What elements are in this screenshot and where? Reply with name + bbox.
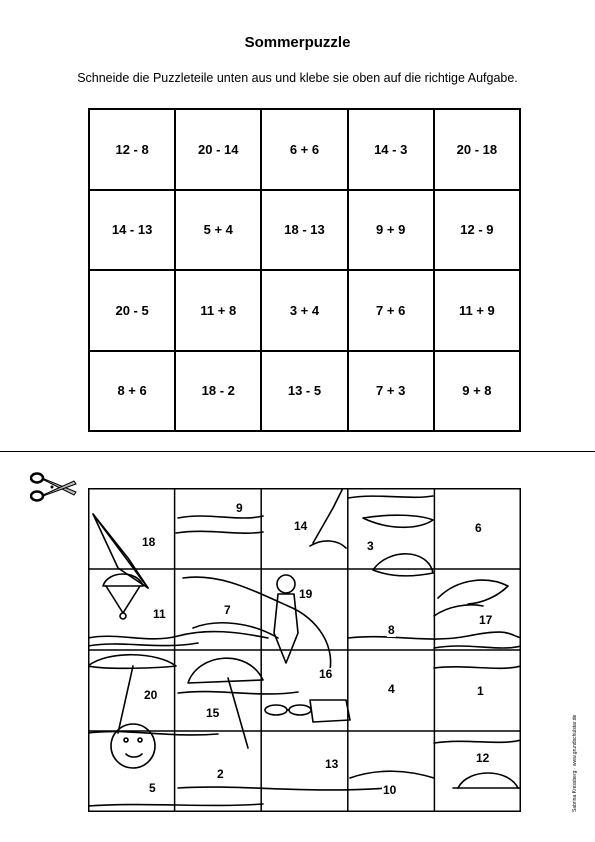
puzzle-number: 11 [153,607,166,621]
task-cell[interactable]: 11 + 8 [175,270,261,351]
task-cell[interactable]: 9 + 9 [348,190,434,271]
scissors-icon [30,470,78,504]
puzzle-number: 5 [149,781,156,795]
task-cell[interactable]: 18 - 2 [175,351,261,432]
puzzle-number: 13 [325,757,339,771]
task-cell[interactable]: 20 - 14 [175,109,261,190]
task-cell[interactable]: 14 - 13 [89,190,175,271]
puzzle-number: 8 [388,623,395,637]
task-cell[interactable]: 18 - 13 [261,190,347,271]
task-cell[interactable]: 20 - 18 [434,109,520,190]
puzzle-number: 7 [224,603,231,617]
task-cell[interactable]: 8 + 6 [89,351,175,432]
task-cell[interactable]: 12 - 9 [434,190,520,271]
page-title: Sommerpuzzle [244,34,351,51]
puzzle-number: 20 [144,688,158,702]
puzzle-number: 14 [294,519,308,533]
task-cell[interactable]: 12 - 8 [89,109,175,190]
puzzle-number: 1 [477,684,484,698]
puzzle-number: 4 [388,682,395,696]
task-cell[interactable]: 3 + 4 [261,270,347,351]
puzzle-number: 3 [367,539,374,553]
puzzle-number: 12 [476,751,490,765]
puzzle-number: 18 [142,535,156,549]
instruction-text: Schneide die Puzzleteile unten aus und klebe sie oben auf die richtige Aufgabe. [77,71,518,85]
puzzle-number: 16 [319,667,333,681]
task-cell[interactable]: 9 + 8 [434,351,520,432]
credit-text: Sabrina Kressberg · www.grundschulstar.de [572,714,578,812]
task-cell[interactable]: 7 + 3 [348,351,434,432]
task-cell[interactable]: 6 + 6 [261,109,347,190]
puzzle-number: 10 [383,783,397,797]
puzzle-number: 2 [217,767,224,781]
puzzle-number: 6 [475,521,482,535]
cut-line [0,451,595,452]
task-grid [88,108,521,432]
task-cell[interactable]: 20 - 5 [89,270,175,351]
puzzle-number: 17 [479,613,493,627]
puzzle-number: 9 [236,501,243,515]
task-cell[interactable]: 7 + 6 [348,270,434,351]
task-cell[interactable]: 11 + 9 [434,270,520,351]
task-cell[interactable]: 14 - 3 [348,109,434,190]
puzzle-number: 15 [206,706,220,720]
puzzle-number: 19 [299,587,313,601]
task-cell[interactable]: 5 + 4 [175,190,261,271]
task-cell[interactable]: 13 - 5 [261,351,347,432]
puzzle-area [88,488,521,812]
